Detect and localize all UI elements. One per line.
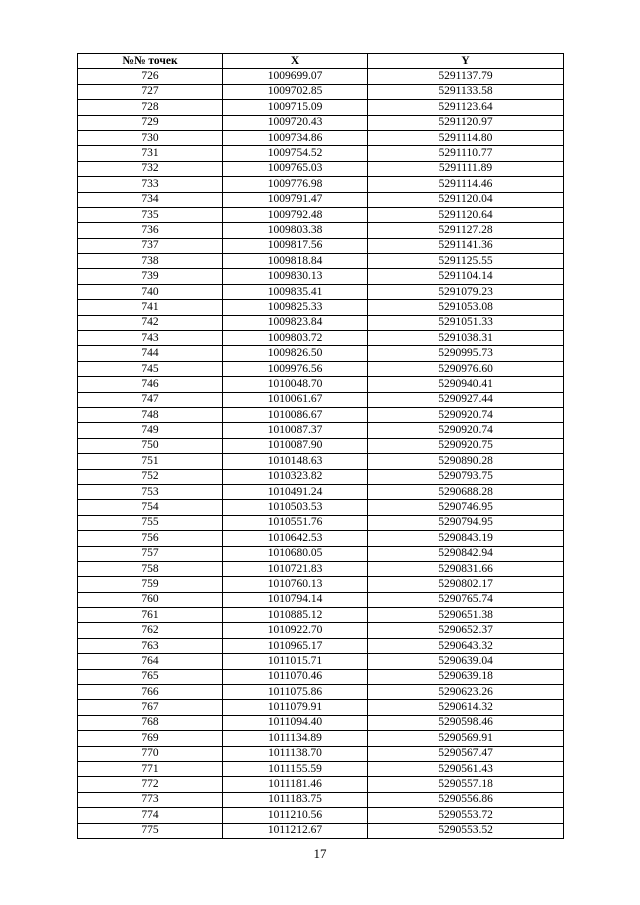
cell-x: 1009826.50 (223, 346, 368, 361)
cell-x: 1009754.52 (223, 146, 368, 161)
table-row (78, 130, 564, 145)
cell-point-number: 731 (78, 146, 223, 161)
cell-y: 5290890.28 (368, 454, 564, 469)
table-row (78, 438, 564, 453)
cell-point-number: 769 (78, 731, 223, 746)
table-row (78, 654, 564, 669)
cell-point-number: 743 (78, 331, 223, 346)
cell-point-number: 729 (78, 115, 223, 130)
cell-x: 1010760.13 (223, 577, 368, 592)
cell-x: 1009720.43 (223, 115, 368, 130)
cell-point-number: 757 (78, 546, 223, 561)
cell-point-number: 773 (78, 792, 223, 807)
cell-x: 1009776.98 (223, 177, 368, 192)
cell-x: 1010922.70 (223, 623, 368, 638)
cell-x: 1010965.17 (223, 638, 368, 653)
cell-point-number: 745 (78, 361, 223, 376)
table-row (78, 177, 564, 192)
cell-x: 1010048.70 (223, 377, 368, 392)
cell-point-number: 741 (78, 300, 223, 315)
table-row (78, 592, 564, 607)
cell-x: 1010087.37 (223, 423, 368, 438)
cell-point-number: 728 (78, 100, 223, 115)
cell-point-number: 754 (78, 500, 223, 515)
cell-point-number: 730 (78, 130, 223, 145)
table-row (78, 515, 564, 530)
cell-y: 5290614.32 (368, 700, 564, 715)
cell-x: 1011075.86 (223, 685, 368, 700)
cell-y: 5291120.64 (368, 207, 564, 222)
cell-point-number: 732 (78, 161, 223, 176)
cell-point-number: 740 (78, 284, 223, 299)
cell-x: 1009817.56 (223, 238, 368, 253)
cell-x: 1010551.76 (223, 515, 368, 530)
table-row (78, 638, 564, 653)
cell-point-number: 774 (78, 808, 223, 823)
cell-y: 5290746.95 (368, 500, 564, 515)
cell-point-number: 747 (78, 392, 223, 407)
cell-y: 5291114.80 (368, 130, 564, 145)
cell-x: 1009818.84 (223, 254, 368, 269)
cell-x: 1011155.59 (223, 761, 368, 776)
table-row (78, 254, 564, 269)
cell-y: 5290843.19 (368, 531, 564, 546)
cell-point-number: 762 (78, 623, 223, 638)
cell-point-number: 772 (78, 777, 223, 792)
table-row (78, 346, 564, 361)
cell-point-number: 764 (78, 654, 223, 669)
cell-y: 5291127.28 (368, 223, 564, 238)
table-row (78, 207, 564, 222)
cell-y: 5291079.23 (368, 284, 564, 299)
cell-y: 5290765.74 (368, 592, 564, 607)
cell-y: 5290920.74 (368, 407, 564, 422)
table-row (78, 192, 564, 207)
table-row (78, 500, 564, 515)
table-row (78, 392, 564, 407)
table-row (78, 69, 564, 84)
header-x: X (223, 54, 368, 69)
cell-y: 5290995.73 (368, 346, 564, 361)
cell-x: 1010885.12 (223, 608, 368, 623)
cell-x: 1011079.91 (223, 700, 368, 715)
table-header-row (78, 54, 564, 69)
cell-x: 1011212.67 (223, 823, 368, 838)
cell-x: 1009835.41 (223, 284, 368, 299)
table-row (78, 623, 564, 638)
table-row (78, 608, 564, 623)
cell-y: 5291120.97 (368, 115, 564, 130)
cell-y: 5290831.66 (368, 561, 564, 576)
cell-x: 1010087.90 (223, 438, 368, 453)
cell-x: 1009791.47 (223, 192, 368, 207)
cell-y: 5291111.89 (368, 161, 564, 176)
cell-x: 1009699.07 (223, 69, 368, 84)
cell-point-number: 734 (78, 192, 223, 207)
table-row (78, 377, 564, 392)
cell-y: 5290652.37 (368, 623, 564, 638)
cell-point-number: 749 (78, 423, 223, 438)
cell-y: 5291120.04 (368, 192, 564, 207)
cell-x: 1009803.38 (223, 223, 368, 238)
table-row (78, 777, 564, 792)
cell-y: 5291137.79 (368, 69, 564, 84)
cell-y: 5290639.18 (368, 669, 564, 684)
table-body (78, 69, 564, 839)
cell-y: 5290976.60 (368, 361, 564, 376)
cell-point-number: 771 (78, 761, 223, 776)
cell-point-number: 738 (78, 254, 223, 269)
cell-x: 1011181.46 (223, 777, 368, 792)
cell-y: 5290940.41 (368, 377, 564, 392)
cell-y: 5291123.64 (368, 100, 564, 115)
cell-point-number: 759 (78, 577, 223, 592)
cell-y: 5290556.86 (368, 792, 564, 807)
table-row (78, 115, 564, 130)
table-row (78, 361, 564, 376)
cell-x: 1010642.53 (223, 531, 368, 546)
cell-point-number: 752 (78, 469, 223, 484)
cell-y: 5290793.75 (368, 469, 564, 484)
table-row (78, 161, 564, 176)
table-row (78, 561, 564, 576)
cell-point-number: 735 (78, 207, 223, 222)
cell-x: 1011210.56 (223, 808, 368, 823)
cell-y: 5291110.77 (368, 146, 564, 161)
cell-y: 5290553.52 (368, 823, 564, 838)
cell-point-number: 768 (78, 715, 223, 730)
cell-x: 1010323.82 (223, 469, 368, 484)
cell-x: 1011138.70 (223, 746, 368, 761)
table-row (78, 331, 564, 346)
table-row (78, 823, 564, 838)
cell-y: 5290651.38 (368, 608, 564, 623)
cell-point-number: 765 (78, 669, 223, 684)
cell-x: 1011134.89 (223, 731, 368, 746)
cell-point-number: 756 (78, 531, 223, 546)
cell-x: 1009823.84 (223, 315, 368, 330)
table-row (78, 407, 564, 422)
table-row (78, 700, 564, 715)
table-row (78, 746, 564, 761)
cell-point-number: 775 (78, 823, 223, 838)
table-row (78, 454, 564, 469)
cell-x: 1010680.05 (223, 546, 368, 561)
cell-x: 1010503.53 (223, 500, 368, 515)
cell-y: 5291133.58 (368, 84, 564, 99)
table-row (78, 315, 564, 330)
cell-point-number: 750 (78, 438, 223, 453)
page-number: 17 (313, 846, 327, 861)
cell-x: 1009702.85 (223, 84, 368, 99)
cell-point-number: 744 (78, 346, 223, 361)
cell-point-number: 739 (78, 269, 223, 284)
cell-x: 1009765.03 (223, 161, 368, 176)
table-row (78, 484, 564, 499)
cell-x: 1009976.56 (223, 361, 368, 376)
cell-y: 5290569.91 (368, 731, 564, 746)
table-row (78, 731, 564, 746)
header-y: Y (368, 54, 564, 69)
table-row (78, 84, 564, 99)
table-row (78, 715, 564, 730)
cell-x: 1010491.24 (223, 484, 368, 499)
cell-point-number: 742 (78, 315, 223, 330)
cell-y: 5290842.94 (368, 546, 564, 561)
cell-y: 5290920.74 (368, 423, 564, 438)
cell-point-number: 753 (78, 484, 223, 499)
cell-point-number: 770 (78, 746, 223, 761)
cell-y: 5290639.04 (368, 654, 564, 669)
cell-y: 5291053.08 (368, 300, 564, 315)
cell-y: 5290623.26 (368, 685, 564, 700)
cell-y: 5290927.44 (368, 392, 564, 407)
cell-y: 5290557.18 (368, 777, 564, 792)
cell-point-number: 755 (78, 515, 223, 530)
cell-point-number: 767 (78, 700, 223, 715)
cell-y: 5291114.46 (368, 177, 564, 192)
table-row (78, 808, 564, 823)
cell-x: 1009830.13 (223, 269, 368, 284)
cell-y: 5290598.46 (368, 715, 564, 730)
cell-x: 1011070.46 (223, 669, 368, 684)
cell-y: 5290920.75 (368, 438, 564, 453)
cell-point-number: 748 (78, 407, 223, 422)
cell-point-number: 746 (78, 377, 223, 392)
table-row (78, 423, 564, 438)
coordinates-table (77, 53, 564, 839)
cell-x: 1010148.63 (223, 454, 368, 469)
cell-x: 1009803.72 (223, 331, 368, 346)
cell-y: 5290553.72 (368, 808, 564, 823)
cell-x: 1011015.71 (223, 654, 368, 669)
cell-x: 1009734.86 (223, 130, 368, 145)
cell-point-number: 766 (78, 685, 223, 700)
cell-point-number: 761 (78, 608, 223, 623)
cell-point-number: 736 (78, 223, 223, 238)
cell-point-number: 733 (78, 177, 223, 192)
cell-x: 1010061.67 (223, 392, 368, 407)
table-row (78, 223, 564, 238)
cell-x: 1011183.75 (223, 792, 368, 807)
table-row (78, 546, 564, 561)
cell-x: 1009715.09 (223, 100, 368, 115)
table-row (78, 284, 564, 299)
cell-y: 5291104.14 (368, 269, 564, 284)
table-row (78, 669, 564, 684)
table-row (78, 685, 564, 700)
cell-point-number: 758 (78, 561, 223, 576)
table-row (78, 792, 564, 807)
cell-y: 5290802.17 (368, 577, 564, 592)
cell-x: 1009792.48 (223, 207, 368, 222)
cell-y: 5290561.43 (368, 761, 564, 776)
cell-y: 5290643.32 (368, 638, 564, 653)
cell-point-number: 751 (78, 454, 223, 469)
cell-y: 5291051.33 (368, 315, 564, 330)
table-row (78, 100, 564, 115)
cell-y: 5291141.36 (368, 238, 564, 253)
table-row (78, 469, 564, 484)
cell-x: 1010086.67 (223, 407, 368, 422)
table-row (78, 300, 564, 315)
table-row (78, 238, 564, 253)
cell-x: 1010794.14 (223, 592, 368, 607)
table-row (78, 577, 564, 592)
cell-y: 5290688.28 (368, 484, 564, 499)
table-row (78, 269, 564, 284)
cell-x: 1010721.83 (223, 561, 368, 576)
header-point-number: №№ точек (78, 54, 223, 69)
cell-y: 5290567.47 (368, 746, 564, 761)
cell-point-number: 737 (78, 238, 223, 253)
table-row (78, 531, 564, 546)
table-row (78, 761, 564, 776)
cell-y: 5291125.55 (368, 254, 564, 269)
cell-y: 5291038.31 (368, 331, 564, 346)
cell-point-number: 727 (78, 84, 223, 99)
table-row (78, 146, 564, 161)
cell-x: 1011094.40 (223, 715, 368, 730)
cell-point-number: 760 (78, 592, 223, 607)
cell-point-number: 726 (78, 69, 223, 84)
cell-x: 1009825.33 (223, 300, 368, 315)
cell-point-number: 763 (78, 638, 223, 653)
cell-y: 5290794.95 (368, 515, 564, 530)
